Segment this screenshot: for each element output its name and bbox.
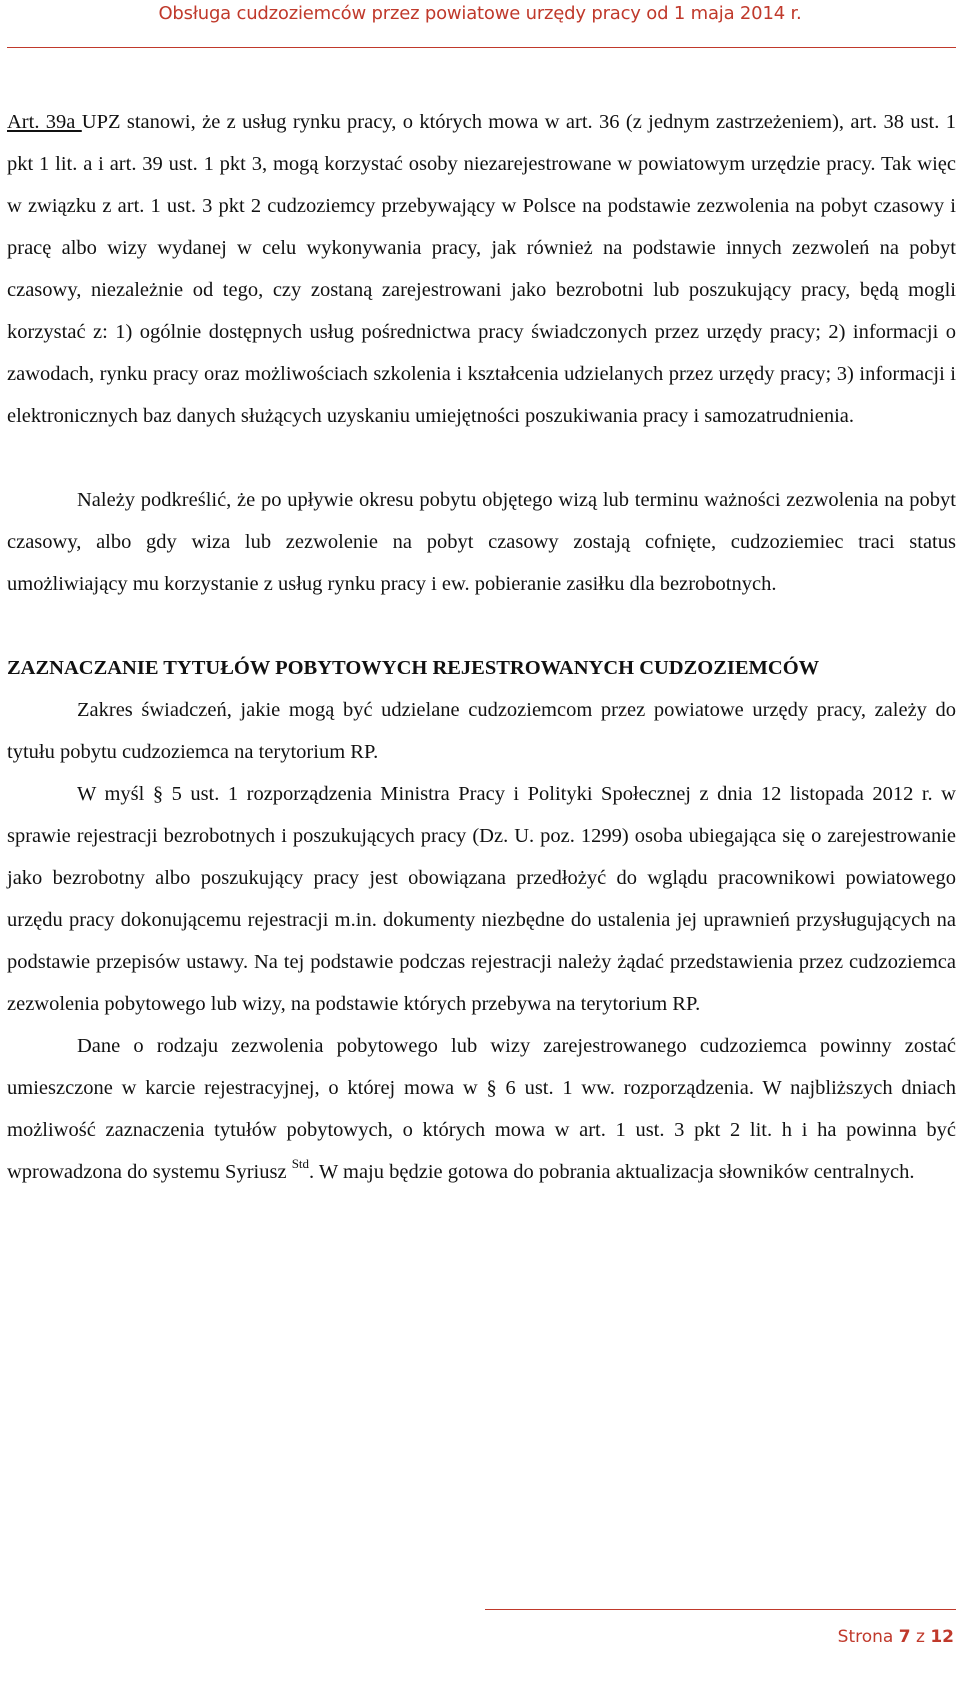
document-body (7, 101, 956, 1193)
page-total: 12 (930, 1627, 954, 1647)
paragraph-scope: Zakres świadczeń, jakie mogą być udzielane cudzoziemcom przez powiatowe urzędy pracy, zależy do tytułu pobytu cudzoziemca na terytorium RP. (7, 699, 956, 763)
paragraph-text: Dane o rodzaju zezwolenia pobytowego lub wizy zarejestrowanego cudzoziemca powinny zostać umieszczone w karcie rejestracyjnej, o której mowa w § 6 ust. 1 ww. rozporządzenia. W najbliższych dniach możliwość zaznaczenia tytułów pobytowych, o których mowa w art. 1 ust. 3 pkt 2 lit. h i ha powinna być wprowadzona do systemu Syriusz (7, 1035, 956, 1183)
header-divider (7, 47, 956, 48)
footer-divider (485, 1609, 956, 1610)
page-current: 7 (898, 1627, 911, 1647)
paragraph-art-39a (7, 101, 956, 437)
paragraph-text: UPZ stanowi, że z usług rynku pracy, o których mowa w art. 36 (z jednym zastrzeżeniem), art. 38 ust. 1 pkt 1 lit. a i art. 39 ust. 1 pkt 3, mogą korzystać osoby niezarejestrowane w powiatowym urzędzie pracy. Tak więc w związku z art. 1 ust. 3 pkt 2 cudzoziemcy przebywający w Polsce na podstawie zezwolenia na pobyt czasowy i pracę albo wizy wydanej w celu wykonywania pracy, jak również na podstawie innych zezwoleń na pobyt czasowy, niezależnie od tego, czy zostaną zarejestrowani jako bezrobotni lub poszukujący pracy, będą mogli korzystać z: 1) ogólnie dostępnych usług pośrednictwa pracy świadczonych przez urzędy pracy; 2) informacji o zawodach, rynku pracy oraz możliwościach szkolenia i kształcenia udzielanych przez urzędy pracy; 3) informacji i elektronicznych baz danych służących uzyskaniu umiejętności poszukiwania pracy i samozatrudnienia. (7, 111, 956, 427)
section-heading: ZAZNACZANIE TYTUŁÓW POBYTOWYCH REJESTROWANYCH CUDZOZIEMCÓW (7, 657, 820, 679)
paragraph-registration-card (7, 1025, 956, 1193)
superscript-std: Std (291, 1156, 310, 1171)
page-number (838, 1627, 954, 1647)
paragraph-status-loss: Należy podkreślić, że po upływie okresu pobytu objętego wizą lub terminu ważności zezwolenia na pobyt czasowy, albo gdy wiza lub zezwolenie na pobyt czasowy zostają cofnięte, cudzoziemiec traci status umożliwiający mu korzystanie z usług rynku pracy i ew. pobieranie zasiłku dla bezrobotnych. (7, 489, 956, 595)
page-label: Strona (837, 1627, 894, 1647)
paragraph-regulation: W myśl § 5 ust. 1 rozporządzenia Ministra Pracy i Polityki Społecznej z dnia 12 listopada 2012 r. w sprawie rejestracji bezrobotnych i poszukujących pracy (Dz. U. poz. 1299) osoba ubiegająca się o zarejestrowanie jako bezrobotny albo poszukujący pracy jest obowiązana przedłożyć do wglądu pracownikowi powiatowego urzędu pracy dokonującemu rejestracji m.in. dokumenty niezbędne do ustalenia jej uprawnień przysługujących na podstawie przepisów ustawy. Na tej podstawie podczas rejestracji należy żądać przedstawienia przez cudzoziemca zezwolenia pobytowego lub wizy, na podstawie których przebywa na terytorium RP. (7, 783, 956, 1015)
page-header-title: Obsługa cudzoziemców przez powiatowe urzędy pracy od 1 maja 2014 r. (158, 3, 802, 24)
article-reference-link: Art. 39a (7, 111, 82, 133)
paragraph-tail: . W maju będzie gotowa do pobrania aktualizacja słowników centralnych. (309, 1161, 915, 1183)
page-of: z (915, 1627, 925, 1647)
